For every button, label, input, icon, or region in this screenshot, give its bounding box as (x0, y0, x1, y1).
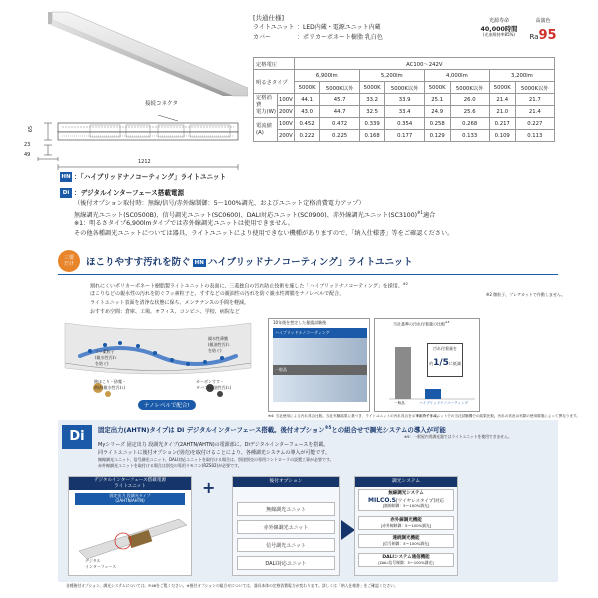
di-note2: その他各種調光ユニットについては器具、ライトユニットにより使用できない機種がありますので、「納入仕様書」等をご確認ください。 (74, 230, 454, 237)
rated-voltage-label: 定格電圧 (254, 58, 295, 70)
sys3-b: [信号制御：5〜100%調光] (382, 540, 430, 546)
box-light-unit (68, 476, 192, 576)
life-badge (476, 18, 522, 48)
power-cell: 44.7 (320, 106, 359, 118)
box1-sub-2: (2AHTN/AHTN) (115, 497, 145, 503)
section2-hn-icon: HN (194, 259, 204, 266)
box1-title-1: デジタルインターフェース搭載電源 (93, 478, 167, 483)
light-unit-value: ：LED内蔵・電源ユニット内蔵 (297, 24, 381, 31)
section2-title (86, 254, 413, 268)
power-cell: 21.4 (515, 106, 554, 118)
diagram-bottom-2: 黄砂(親水性汚れ) (94, 385, 126, 390)
brightness-cell: 4,000lm (424, 70, 489, 82)
sys1-b: MILCO.S (368, 496, 396, 504)
body1-text: 割れにくいポリカーボネート樹脂製ライトユニットの表面に、三菱独自の汚れ防止技術を施した「ハイブリッドナノコーティング」を採用。 (90, 283, 403, 290)
power-label-1: 定格消費 (256, 95, 272, 109)
sys2-b: [赤外線制御：5〜100%調光] (380, 522, 432, 528)
photo-box (268, 318, 370, 412)
current-cell: 0.113 (515, 130, 554, 142)
current-cell: 0.354 (385, 118, 424, 130)
plus-sign: + (202, 478, 216, 497)
box1-label-2: インターフェース (85, 564, 117, 569)
option-wireless: 無線調光ユニット (237, 502, 335, 516)
sys3-a: 連続調光機能 (392, 536, 420, 541)
photo-label-hn: ハイブリッドナノコーティング (273, 328, 367, 338)
nano-label: ナノレベルで配合! (138, 400, 196, 410)
power-cell: 25.1 (424, 94, 450, 106)
ra-prefix: Ra (529, 33, 539, 41)
bar-label-general: 一般品 (394, 401, 405, 405)
sys2-a: 赤外線調光機能 (390, 518, 422, 523)
section3-body4: 赤外線調光ユニットを取付ける場合は別売の専用リモコン(RZS02)が必要です。 (98, 463, 242, 468)
chart-annot-3: 1/5 (433, 357, 449, 368)
diagram-left-1: フッ素粒子 (95, 349, 115, 354)
connector-label: 接続コネクタ (145, 101, 178, 107)
power-cell: 24.9 (424, 106, 450, 118)
cover-label: カバー (253, 34, 272, 41)
dimension-drawing (18, 115, 248, 175)
system-infrared (358, 516, 454, 530)
color-temp-cell: 5000K (424, 82, 450, 94)
dim-23: 23 (24, 142, 31, 148)
di-line2-end: 適合 (422, 212, 436, 220)
bar-hn (425, 389, 441, 399)
power-cell: 25.6 (450, 106, 489, 118)
sys1-a: 無線調光システム (388, 491, 424, 496)
current-label-2: (A) (256, 129, 264, 136)
voltage-100: 100V (278, 94, 295, 106)
current-label (254, 118, 278, 142)
section3-body3: 無線調光ユニット、信号調光ユニット、DALI対応ユニットを取付ける場合は、別途別売の専用コントローラの設置工事が必要です。 (98, 457, 334, 462)
power-cell: 32.5 (359, 106, 385, 118)
power-cell: 33.4 (385, 106, 424, 118)
sys1-d: [無線制御：5〜100%調光] (382, 503, 430, 509)
brightness-cell: 3,200lm (489, 70, 554, 82)
power-cell: 33.2 (359, 94, 385, 106)
sys4-b: [DALI信号制御：5〜100%調光] (378, 559, 434, 565)
chart-annot-1: 汚れ付着量を (433, 346, 457, 351)
power-cell: 21.4 (489, 94, 515, 106)
voltage-100: 100V (278, 118, 295, 130)
box3-title: 調光システム (355, 477, 457, 487)
voltage-200: 200V (278, 106, 295, 118)
badge-line1: 三要 (63, 255, 74, 261)
section2-body3: ライトユニット表面を清浄な状態に保ち、メンテナンスの手間を軽減。 (90, 300, 250, 306)
body1-sup: ※2 (402, 282, 408, 286)
di-note1: ※1：明るさタイプ6,900lmタイプでは赤外線調光ユニットは使用できません。 (74, 220, 294, 227)
section3-note5: ※5：一般屋内用調光器ではライトユニットを使用できません。 (404, 434, 512, 439)
bar-label-hn: ハイブリッドナノコーティング (419, 401, 469, 405)
bar-general (395, 347, 411, 399)
color-temp-cell: 5000K以外 (515, 82, 554, 94)
voltage-200: 200V (278, 130, 295, 142)
box1-label-1: デジタル (85, 558, 101, 563)
current-cell: 0.258 (424, 118, 450, 130)
power-cell: 43.0 (294, 106, 320, 118)
current-cell: 0.268 (450, 118, 489, 130)
section2-body1 (90, 282, 408, 290)
dim-65: 65 (28, 125, 35, 133)
di-icon: Di (60, 188, 72, 198)
sys1-c: [ワイヤレスタイプ]対応 (396, 498, 444, 504)
current-cell: 0.168 (359, 130, 385, 142)
product-photo (38, 8, 248, 98)
section2-badge (58, 250, 80, 272)
di-line1: （後付オプション取付時：無線/信号/赤外線制御：5〜100%調光、およびユニット定格消費電力アップ） (74, 200, 365, 207)
power-cell: 44.1 (294, 94, 320, 106)
arrow-icon (341, 520, 355, 544)
current-cell: 0.133 (450, 130, 489, 142)
option-signal: 信号調光ユニット (237, 538, 335, 552)
current-cell: 0.177 (385, 130, 424, 142)
sys4-a: DALIシステム通信機能 (382, 555, 430, 560)
ra-value: 95 (538, 28, 557, 43)
chart-note: ※3 (445, 320, 450, 324)
power-cell: 45.7 (320, 94, 359, 106)
light-unit-label: ライトユニット (253, 24, 295, 31)
section2-note2: ※2 微粒子、プレアカットで作動しません。 (486, 292, 566, 297)
diagram-left-3: を防ぐ) (95, 361, 109, 366)
color-temp-cell: 5000K以外 (320, 82, 359, 94)
diagram-bottom-4: タバコ(親油性汚れ) (196, 385, 232, 390)
di-line2-sup: ※1 (417, 210, 423, 215)
color-temp-cell: 5000K以外 (450, 82, 489, 94)
diagram-bottom-3: カーボンすす・ (196, 379, 225, 384)
chart-annot-4: に低減 (448, 360, 461, 366)
section2-title-post: ハイブリッドナノコーティング」ライトユニット (207, 257, 413, 268)
current-label-1: 電流値 (256, 122, 272, 129)
system-wireless (358, 489, 454, 511)
life-note: (光束維持率85%) (482, 32, 515, 37)
section2-body4: おすすめ空間：倉庫、工場、オフィス、コンビニ、学校、病院など (90, 309, 240, 315)
diagram-bottom-1: 綿ほこり・砂塵・ (94, 379, 126, 384)
life-label: 光源寿命 (488, 18, 509, 24)
brightness-cell: 5,200lm (359, 70, 424, 82)
photo-label-general: 一般品 (273, 365, 367, 375)
spec-table (253, 57, 555, 142)
chart-title-text: 当社基準の汚れ付着量の比較 (393, 321, 445, 327)
chart-annotation (427, 343, 463, 377)
dim-49: 49 (24, 152, 31, 158)
section3-title (98, 425, 446, 434)
section3-title-text: 固定出力(AHTN)タイプは Di デジタルインターフェース搭載。後付オプション (98, 426, 325, 435)
power-cell: 33.9 (385, 94, 424, 106)
diagram-right-1: 親水性薄膜 (208, 336, 228, 341)
current-cell: 0.222 (294, 130, 320, 142)
di-feature-text: ：デジタルインターフェース搭載電源 (74, 189, 185, 197)
power-cell: 26.0 (450, 94, 489, 106)
diagram-left-2: (親水性汚れ (95, 355, 117, 360)
color-temp-cell: 5000K (294, 82, 320, 94)
badge-line2: だけ (63, 261, 74, 267)
dim-1212: 1212 (138, 159, 151, 165)
rated-voltage-value: AC100〜242V (294, 58, 554, 70)
diagram-right-2: (親油性汚れ (208, 342, 230, 347)
hn-icon: HN (61, 174, 71, 180)
current-cell: 0.227 (515, 118, 554, 130)
power-label-2: 電力(W) (256, 108, 276, 115)
system-signal (358, 534, 454, 548)
photo-title: 10年後を想定した暴露試験後 (273, 320, 327, 325)
di-line2 (74, 210, 435, 220)
section3-title-sup: ※5 (324, 425, 332, 430)
power-label (254, 94, 278, 118)
common-spec-title: [共通仕様] (253, 14, 285, 22)
color-temp-cell: 5000K (489, 82, 515, 94)
current-cell: 0.225 (320, 130, 359, 142)
option-dali: DALI対応ユニット (237, 556, 335, 570)
current-cell: 0.452 (294, 118, 320, 130)
ra-label: 高演色 (535, 18, 551, 24)
power-cell: 21.0 (489, 106, 515, 118)
chart-footnote: ※3 ライトユニットでの当社試験機での結果比較。汚れの状況は実際の使用環境によって異なります。 (416, 414, 580, 418)
current-cell: 0.472 (320, 118, 359, 130)
current-cell: 0.109 (489, 130, 515, 142)
section3-di-icon: Di (62, 425, 92, 449)
section3-footer: 各種後付オプション、調光システムについては、P.46をご覧ください。※後付オプションの組合せについては、器具本体の定格消費電力が変わります。詳しくは「納入仕様書」をご確認ください。 (66, 583, 398, 588)
box1-sub-1: 固定出力 段調光タイプ (109, 493, 151, 498)
section3-body2: 同ライトユニットに後付オプション(別売)を取付けることにより、各種調光システムの導入が可能です。 (98, 450, 331, 456)
system-dali (358, 553, 454, 567)
box1-title-2: ライトユニット (114, 483, 146, 489)
box2-title: 後付オプション (233, 477, 339, 487)
section3-title-end: との組合せで調光システムの導入が可能 (331, 426, 446, 435)
color-temp-cell: 5000K以外 (385, 82, 424, 94)
section3-body1: Myシリーズ 固定出力 段調光タイプ(2AHTN/AHTN)の電源部に、Diデジタルインターフェースを搭載。 (98, 442, 329, 448)
brightness-label: 明るさタイプ (254, 70, 295, 94)
color-temp-cell: 5000K (359, 82, 385, 94)
power-cell: 21.7 (515, 94, 554, 106)
current-cell: 0.339 (359, 118, 385, 130)
section2-divider (58, 274, 558, 275)
option-infrared: 赤外線調光ユニット (237, 520, 335, 534)
brightness-cell: 6,900lm (294, 70, 359, 82)
comparison-box (374, 318, 480, 412)
life-value: 40,000時間 (480, 26, 518, 33)
current-cell: 0.217 (489, 118, 515, 130)
section2-body2: ほこりなどの親水性の汚れを防ぐフッ素粒子と、すすなどの親油性の汚れを防ぐ親水性薄膜をナノレベルで配合。 (90, 291, 345, 297)
chart-annot-2: 約 (429, 360, 434, 366)
di-line2-text: 無線調光ユニット(SC0500B)、信号調光ユニット(SC0600)、DALI対応ユニット(SC0900)、赤外線調光ユニット(SC3100) (74, 212, 418, 220)
diagram-right-3: を防ぐ) (208, 348, 222, 353)
photo-note: ※4: 当社使用による汚れ具合比較。当社実験結果に基づき、ライトユニットの汚れ具合を示す目的で作成。 (268, 414, 441, 418)
ra-badge (526, 18, 560, 48)
current-cell: 0.129 (424, 130, 450, 142)
hn-feature-text: ：「ハイブリッドナノコーティング」ライトユニット (74, 173, 227, 181)
section2-title-pre: ほこりやすす汚れを防ぐ (86, 257, 191, 268)
cover-value: ：ポリカーボネート樹脂 乳白色 (297, 34, 383, 41)
